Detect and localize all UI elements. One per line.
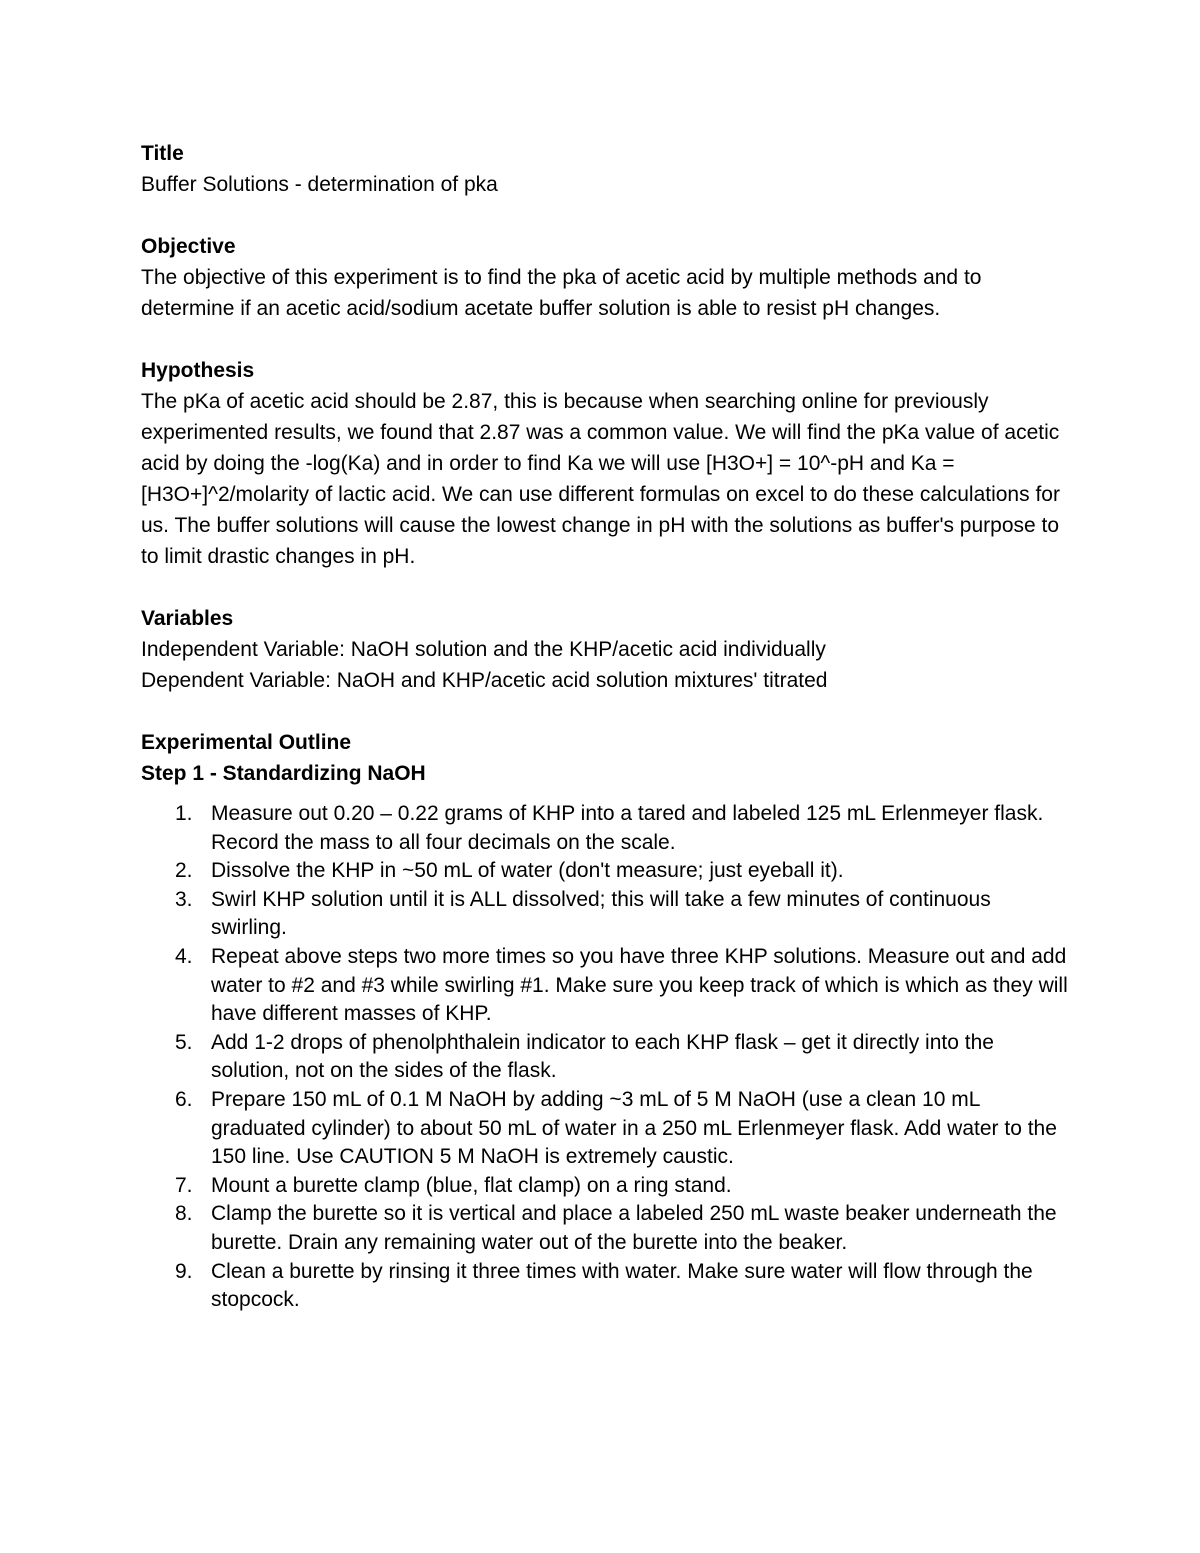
document-page xyxy=(141,138,1071,1315)
list-item-text: Clamp the burette so it is vertical and place a labeled 250 mL waste beaker underneath the burette. Drain any remaining water out of the burette into the beaker. xyxy=(211,1202,1057,1254)
hypothesis-section xyxy=(141,355,1071,572)
list-number: 5. xyxy=(175,1030,193,1054)
dependent-variable: Dependent Variable: NaOH and KHP/acetic acid solution mixtures' titrated xyxy=(141,669,828,692)
list-item-text: Clean a burette by rinsing it three times with water. Make sure water will flow through the stopcock. xyxy=(211,1259,1033,1312)
list-item-text: Dissolve the KHP in ~50 mL of water (don't measure; just eyeball it). xyxy=(211,859,844,883)
list-number: 3. xyxy=(175,887,193,911)
title-text: Buffer Solutions - determination of pka xyxy=(141,173,498,196)
steps-list xyxy=(141,800,1071,1315)
list-number: 1. xyxy=(175,802,193,825)
hypothesis-text: The pKa of acetic acid should be 2.87, this is because when searching online for previously experimented results, we found that 2.87 was a common value. We will find the pKa value of acetic acid by doing the -log(Ka) and in order to find Ka we will use [H3O+] = 10^-pH and Ka = [H3O+]^2/molarity of lactic acid. We can use different formulas on excel to do these calculations for us. The buffer solutions will cause the lowest change in pH with the solutions as buffer's purpose to to limit drastic changes in pH. xyxy=(141,390,1060,568)
list-item xyxy=(141,1029,1071,1086)
variables-heading: Variables xyxy=(141,607,234,630)
list-item-text: Repeat above steps two more times so you have three KHP solutions. Measure out and add water to #2 and #3 while swirling #1. Make sure you keep track of which is which as they will have different masses of KHP. xyxy=(211,944,1068,1026)
list-item xyxy=(141,943,1071,1029)
list-item-text: Swirl KHP solution until it is ALL dissolved; this will take a few minutes of continuous swirling. xyxy=(211,887,991,940)
independent-variable: Independent Variable: NaOH solution and the KHP/acetic acid individually xyxy=(141,638,826,661)
list-number: 9. xyxy=(175,1259,193,1283)
list-item xyxy=(141,1258,1071,1315)
objective-section xyxy=(141,231,1071,324)
list-item-text: Add 1-2 drops of phenolphthalein indicator to each KHP flask – get it directly into the solution, not on the sides of the flask. xyxy=(211,1030,994,1083)
outline-heading: Experimental Outline xyxy=(141,731,352,754)
title-heading: Title xyxy=(141,142,184,165)
list-number: 6. xyxy=(175,1087,193,1111)
list-number: 8. xyxy=(175,1202,193,1226)
variables-section xyxy=(141,603,1071,696)
title-section xyxy=(141,138,1071,200)
list-number: 4. xyxy=(175,944,193,968)
list-item xyxy=(141,1172,1071,1201)
outline-section xyxy=(141,727,1071,1315)
step-1-heading: Step 1 - Standardizing NaOH xyxy=(141,762,426,785)
objective-heading: Objective xyxy=(141,235,236,258)
hypothesis-heading: Hypothesis xyxy=(141,359,255,382)
list-item-text: Prepare 150 mL of 0.1 M NaOH by adding ~3 mL of 5 M NaOH (use a clean 10 mL graduated cylinder) to about 50 mL of water in a 250 mL Erlenmeyer flask. Add water to the 150 line. Use CAUTION 5 M NaOH is extremely caustic. xyxy=(211,1087,1057,1169)
list-item xyxy=(141,886,1071,943)
list-number: 7. xyxy=(175,1173,193,1197)
list-item xyxy=(141,857,1071,886)
objective-text: The objective of this experiment is to find the pka of acetic acid by multiple methods and to determine if an acetic acid/sodium acetate buffer solution is able to resist pH changes. xyxy=(141,266,982,320)
list-item xyxy=(141,1200,1071,1257)
list-item-text: Mount a burette clamp (blue, flat clamp) on a ring stand. xyxy=(211,1173,732,1197)
list-item-text: Measure out 0.20 – 0.22 grams of KHP into a tared and labeled 125 mL Erlenmeyer flask. Record the mass to all four decimals on the scale. xyxy=(211,802,1044,854)
list-item xyxy=(141,1086,1071,1172)
list-item xyxy=(141,800,1071,857)
list-number: 2. xyxy=(175,859,193,883)
